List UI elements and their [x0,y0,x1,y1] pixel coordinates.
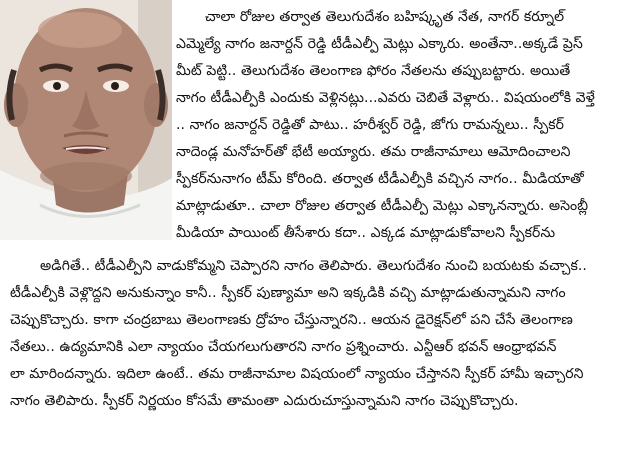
article-line: మీట్ పెట్టి.. తెలుగుదేశం తెలంగాణ ఫోరం నేతలను తప్పుబట్టారు. అయితే [176,63,571,79]
article-line: చెప్పుకొచ్చారు. కాగా చంద్రబాబు తెలంగాణకు ద్రోహం చేస్తున్నారని.. ఆయన డైరెక్షన్‌లో పని చేసే తెలంగాణ [10,312,573,328]
article-line: టీడీఎల్పీకి వెళ్లొద్దని అనుకున్నాం కానీ.. స్పీకర్ పుణ్యామా అని ఇక్కడికి వచ్చి మాట్లాడుతున్నామని నాగం [10,285,566,301]
article-line: మీడియా పాయింట్ తీసేశారు కదా.. ఎక్కడ మాట్లాడుకోవాలని స్పీకర్‌ను [176,225,556,241]
portrait-illustration [0,0,172,240]
article-line: అడిగితే.. టీడీఎల్పీని వాడుకోమ్మని చెప్పారని నాగం తెలిపారు. తెలుగుదేశం నుంచి బయటకు వచ్చాక.. [40,258,587,274]
politician-photo [0,0,172,240]
article-line: ఎమ్మెల్యే నాగం జనార్దన్ రెడ్డి టీడీఎల్పీ మెట్లు ఎక్కారు. అంతేనా..అక్కడే ప్రెస్ [176,36,583,52]
article-line: మాట్లాడుతూ.. చాలా రోజుల తర్వాత టీడీఎల్పీ మెట్లు ఎక్కానన్నారు. అసెంబ్లీ [176,198,589,214]
article-line: .. నాగం జనార్దన్ రెడ్డితో పాటు.. హరీశ్వర్ రెడ్డి, జోగు రామన్నలు.. స్పీకర్ [176,117,565,133]
article-line: లా మారిందన్నారు. ఇదిలా ఉంటే.. తమ రాజీనామాల విషయంలో న్యాయం చేస్తానని స్పీకర్ హామీ ఇచ్చారని [10,366,584,382]
article-line: నాగం తెలిపారు. స్పీకర్ నిర్ణయం కోసమే తామంతా ఎదురుచూస్తున్నామని నాగం చెప్పుకొచ్చారు. [10,393,519,409]
article-line: చాలా రోజుల తర్వాత తెలుగుదేశం బహిష్కృత నేత, నాగర్ కర్నూల్ [205,9,565,25]
article-line: నాదెండ్ల మనోహర్‌తో భేటీ అయ్యారు. తమ రాజీనామాలు ఆమోదించాలని [176,144,571,160]
article-line: నాగం టీడీఎల్పీకి ఎందుకు వెళ్లినట్లు...ఎవరు చెబితే వెళ్లారు.. విషయంలోకి వెళ్తే [176,90,595,106]
article-line: స్పీకర్‌నునాగం టీమ్ కోరింది. తర్వాత టీడీఎల్పీకి వచ్చిన నాగం.. మీడియాతో [176,171,584,187]
article-line: నేతలు.. ఉద్యమానికి ఎలా న్యాయం చేయగలుగుతారని నాగం ప్రశ్నించారు. ఎన్టీఆర్ భవన్ ఆంధ్రాభవన్ [10,339,557,355]
